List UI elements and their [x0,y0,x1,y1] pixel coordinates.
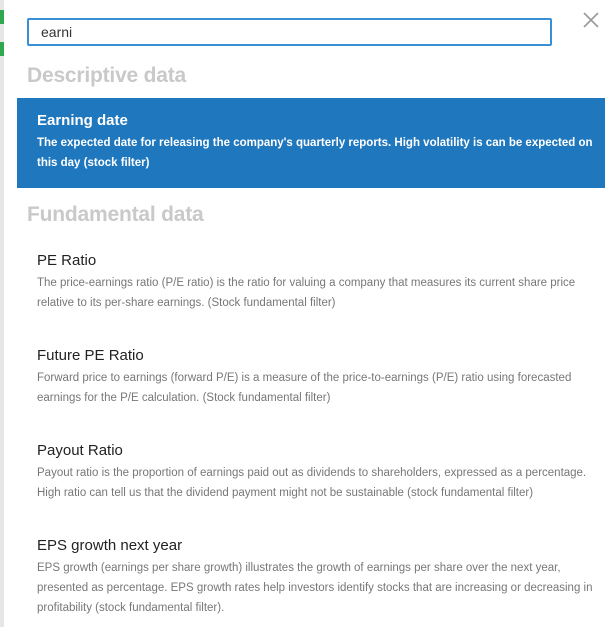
search-box [27,18,552,46]
filter-item-title: EPS growth next year [37,537,183,554]
background-edge-marker [0,42,4,56]
filter-item-future-pe-ratio[interactable] [17,347,605,408]
filter-item-description: Forward price to earnings (forward P/E) is a measure of the price-to-earnings (P/E) ratio using forecasted earnings for the P/E calculation. (Stock fundamental filter) [37,372,572,404]
filter-item-title: PE Ratio [37,252,97,269]
close-button[interactable] [580,9,602,31]
filter-item-title: Earning date [37,112,128,129]
background-edge-marker [0,10,4,24]
section-title-fundamental: Fundamental data [27,203,204,226]
filter-item-title: Future PE Ratio [37,347,144,364]
close-icon [580,9,602,31]
filter-item-description: The price-earnings ratio (P/E ratio) is the ratio for valuing a company that measures its current share price relative to its per-share earnings. (Stock fundamental filter) [37,277,576,309]
section-title-descriptive: Descriptive data [27,64,187,87]
filter-item-eps-growth-next-year[interactable] [17,537,605,618]
filter-item-title: Payout Ratio [37,442,123,459]
filter-item-earning-date[interactable] [17,98,605,188]
filter-item-pe-ratio[interactable] [17,252,605,313]
filter-item-description: EPS growth (earnings per share growth) illustrates the growth of earnings per share over the next year, presented as percentage. EPS growth rates help investors identify stocks that are increasing or decreasing in profitability (stock fundamental filter). [37,562,593,614]
search-input[interactable] [29,20,550,44]
background-edge [0,0,4,627]
filter-item-payout-ratio[interactable] [17,442,605,503]
filter-item-description: The expected date for releasing the company's quarterly reports. High volatility is can be expected on this day (stock filter) [37,137,593,169]
filter-item-description: Payout ratio is the proportion of earnings paid out as dividends to shareholders, expressed as a percentage. High ratio can tell us that the dividend payment might not be sustainable (stock fundamental filter) [37,467,587,499]
